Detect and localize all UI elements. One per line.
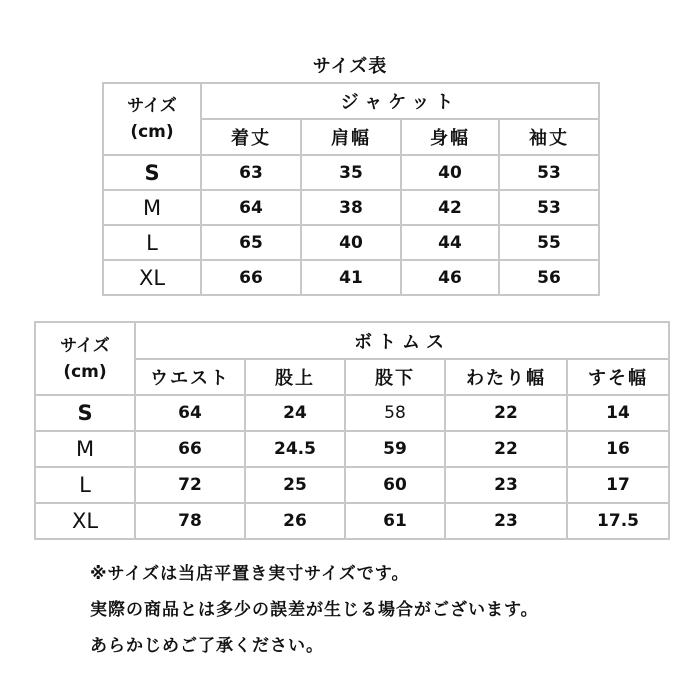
table-cell: 14 (567, 395, 669, 431)
table-cell: 23 (445, 467, 567, 503)
chart-title: サイズ表 (312, 56, 388, 77)
column-header: 着丈 (201, 119, 301, 155)
table-cell: 23 (445, 503, 567, 539)
table-cell: 40 (301, 225, 401, 260)
column-header: 袖丈 (499, 119, 599, 155)
row-size-label: S (103, 155, 201, 190)
table-cell: 56 (499, 260, 599, 295)
note-line: あらかじめご了承ください。 (90, 636, 324, 656)
table-cell: 17 (567, 467, 669, 503)
row-size-label: M (35, 431, 135, 467)
size-header-cell (35, 322, 135, 395)
table-cell: 35 (301, 155, 401, 190)
row-size-label: L (35, 467, 135, 503)
column-header: 股下 (345, 359, 445, 395)
table-row (35, 467, 669, 503)
table-cell: 64 (135, 395, 245, 431)
notes (90, 556, 539, 664)
column-header: 股上 (245, 359, 345, 395)
size-header-cell (103, 83, 201, 155)
note-line: 実際の商品とは多少の誤差が生じる場合がございます。 (90, 600, 539, 620)
size-header-unit: (cm) (63, 361, 107, 382)
table-row (103, 190, 599, 225)
table-cell: 26 (245, 503, 345, 539)
column-header: 肩幅 (301, 119, 401, 155)
column-header: わたり幅 (445, 359, 567, 395)
table-cell: 22 (445, 431, 567, 467)
table-row (35, 431, 669, 467)
table-cell: 16 (567, 431, 669, 467)
table-cell: 63 (201, 155, 301, 190)
column-header: 身幅 (401, 119, 499, 155)
table-row (35, 503, 669, 539)
table-cell: 40 (401, 155, 499, 190)
table-cell: 61 (345, 503, 445, 539)
table-cell: 55 (499, 225, 599, 260)
table-row (103, 225, 599, 260)
table-cell: 60 (345, 467, 445, 503)
row-size-label: XL (103, 260, 201, 295)
table-cell: 44 (401, 225, 499, 260)
row-size-label: S (35, 395, 135, 431)
table-cell: 24.5 (245, 431, 345, 467)
table-cell: 59 (345, 431, 445, 467)
table-cell: 53 (499, 190, 599, 225)
table-cell: 38 (301, 190, 401, 225)
table-row (35, 395, 669, 431)
table-cell: 42 (401, 190, 499, 225)
bottoms-size-table (34, 321, 670, 540)
table-row (103, 155, 599, 190)
bottoms-group-header: ボトムス (135, 322, 669, 359)
note-line: ※サイズは当店平置き実寸サイズです。 (90, 564, 410, 584)
size-header-label: サイズ (60, 335, 110, 356)
table-cell: 58 (345, 395, 445, 431)
table-cell: 24 (245, 395, 345, 431)
row-size-label: M (103, 190, 201, 225)
column-header: すそ幅 (567, 359, 669, 395)
table-cell: 17.5 (567, 503, 669, 539)
table-cell: 78 (135, 503, 245, 539)
jacket-group-header: ジャケット (201, 83, 599, 119)
table-row (103, 260, 599, 295)
jacket-size-table (102, 82, 600, 296)
table-cell: 65 (201, 225, 301, 260)
table-cell: 22 (445, 395, 567, 431)
size-header-unit: (cm) (130, 122, 174, 142)
table-cell: 64 (201, 190, 301, 225)
table-cell: 66 (201, 260, 301, 295)
table-cell: 25 (245, 467, 345, 503)
row-size-label: L (103, 225, 201, 260)
table-cell: 46 (401, 260, 499, 295)
table-cell: 66 (135, 431, 245, 467)
size-header-label: サイズ (127, 96, 177, 116)
row-size-label: XL (35, 503, 135, 539)
column-header: ウエスト (135, 359, 245, 395)
table-cell: 72 (135, 467, 245, 503)
table-cell: 53 (499, 155, 599, 190)
table-cell: 41 (301, 260, 401, 295)
